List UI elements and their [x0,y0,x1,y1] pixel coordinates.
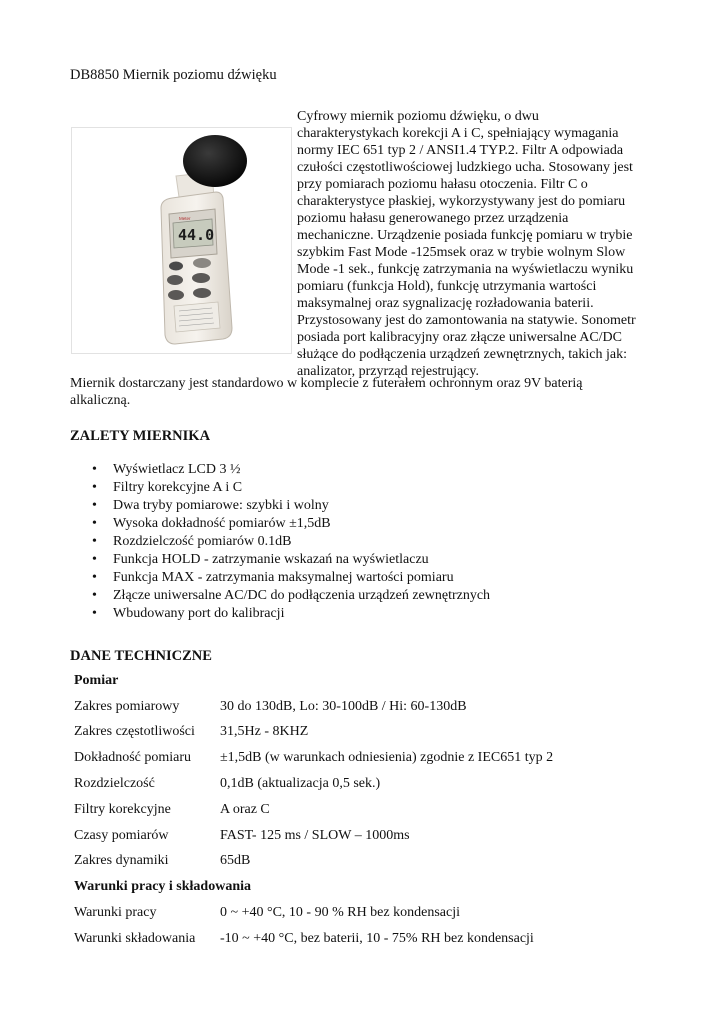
table-group-row [70,668,557,694]
spec-value: 30 do 130dB, Lo: 30-100dB / Hi: 60-130dB [220,698,467,714]
list-item [70,551,490,569]
bullet-icon: • [92,588,97,603]
spec-label: Warunki pracy [74,905,157,921]
list-item [70,515,490,533]
document-title: DB8850 Miernik poziomu dźwięku [70,67,277,83]
package-note [70,375,670,409]
list-item [70,461,490,479]
description-line: charakterystyce płaskiej, wykorzystywany jest do pomiaru [297,194,626,209]
description-line: czułości częstotliwościowej ludzkiego ucha. Stosowany jest [297,160,633,175]
description-line: Cyfrowy miernik poziomu dźwięku, o dwu [297,109,539,124]
range-button-icon [168,290,184,300]
table-group-row [70,874,557,900]
package-note-line: Miernik dostarczany jest standardowo w komplecie z futerałem ochronnym oraz 9V baterią [70,376,583,391]
spec-label: Dokładność pomiaru [74,750,192,766]
table-row [70,926,557,952]
list-item [70,497,490,515]
spec-label: Warunki składowania [74,930,196,946]
list-item [70,479,490,497]
description-line: maksymalnej oraz sygnalizację rozładowania baterii. [297,296,594,311]
table-row [70,797,557,823]
description-line: analizator, przyrząd rejestrujący. [297,364,479,379]
description-line: normy IEC 651 typ 2 / ANSI1.4 TYP.2. Filtr A odpowiada [297,143,624,158]
bullet-icon: • [92,498,97,513]
description-line: szybkim Fast Mode -125msek oraz w trybie wolnym Slow [297,245,626,260]
spec-label: Zakres dynamiki [74,853,169,869]
table-row [70,694,557,720]
spec-value: 65dB [220,853,251,869]
list-item [70,533,490,551]
description-line: posiada port kalibracyjny oraz złącze uniwersalne AC/DC [297,330,622,345]
table-row [70,745,557,771]
list-item-text: Wyświetlacz LCD 3 ½ [113,462,241,477]
spec-label: Zakres pomiarowy [74,698,180,714]
table-row [70,720,557,746]
list-item [70,605,490,623]
description-line: służące do podłączenia urządzeń zewnętrznych, takich jak: [297,347,627,362]
bullet-icon: • [92,570,97,585]
list-item [70,569,490,587]
spec-value: 0,1dB (aktualizacja 0,5 sek.) [220,776,381,792]
spec-label: Czasy pomiarów [74,827,169,843]
description-line: poziomu hałasu generowanego przez urządzenia [297,211,569,226]
bullet-icon: • [92,480,97,495]
spec-value: ±1,5dB (w warunkach odniesienia) zgodnie z IEC651 typ 2 [220,750,554,766]
product-description [297,108,667,380]
list-item-text: Rozdzielczość pomiarów 0.1dB [113,534,292,549]
conditions-heading: Warunki pracy i składowania [74,879,251,895]
list-item-text: Wbudowany port do kalibracji [113,606,285,621]
advantages-heading: ZALETY MIERNIKA [70,428,211,444]
bullet-icon: • [92,462,97,477]
description-line: mechaniczne. Urządzenie posiada funkcję pomiaru w trybie [297,228,633,243]
bullet-icon: • [92,606,97,621]
power-button-icon [169,262,183,271]
microphone-windscreen [183,135,247,187]
description-line: charakterystykach korekcji A i C, spełniający wymagania [297,126,619,141]
brand-label: Meter [179,216,191,221]
technical-heading: DANE TECHNICZNE [70,648,212,664]
max-button-icon [192,273,210,283]
product-photo [71,127,292,354]
hold-button-icon [167,275,183,285]
package-note-line: alkaliczną. [70,393,131,408]
table-row [70,771,557,797]
mode-button-icon [193,258,211,268]
spec-value: -10 ~ +40 °C, bez baterii, 10 - 75% RH bez kondensacji [220,930,534,946]
list-item-text: Funkcja HOLD - zatrzymanie wskazań na wyświetlaczu [113,552,429,567]
spec-label: Filtry korekcyjne [74,801,171,817]
spec-value: 0 ~ +40 °C, 10 - 90 % RH bez kondensacji [220,905,460,921]
list-item-text: Dwa tryby pomiarowe: szybki i wolny [113,498,329,513]
lcd-reading: 44.0 [178,226,215,244]
spec-label: Rozdzielczość [74,776,155,792]
table-row [70,900,557,926]
advantages-list [70,461,490,623]
description-line: Przystosowany jest do zamontowania na statywie. Sonometr [297,313,636,328]
spec-value: FAST- 125 ms / SLOW – 1000ms [220,827,410,843]
spec-table [70,668,557,952]
spec-label: Zakres częstotliwości [74,724,195,740]
list-item-text: Filtry korekcyjne A i C [113,480,243,495]
table-row [70,849,557,875]
list-item [70,587,490,605]
list-item-text: Złącze uniwersalne AC/DC do podłączenia urządzeń zewnętrznych [113,588,491,603]
description-line: pomiaru (funkcja Hold), funkcję utrzymania wartości [297,279,597,294]
description-line: przy pomiarach poziomu hałasu otoczenia. Filtr C o [297,177,588,192]
spec-value: A oraz C [220,801,270,817]
filter-button-icon [193,288,211,298]
bullet-icon: • [92,516,97,531]
table-row [70,823,557,849]
sound-level-meter-illustration [72,128,291,353]
description-line: Mode -1 sek., funkcję zatrzymania na wyświetlaczu wyniku [297,262,634,277]
list-item-text: Funkcja MAX - zatrzymania maksymalnej wartości pomiaru [113,570,454,585]
list-item-text: Wysoka dokładność pomiarów ±1,5dB [113,516,331,531]
bullet-icon: • [92,534,97,549]
spec-value: 31,5Hz - 8KHZ [220,724,309,740]
bullet-icon: • [92,552,97,567]
measurement-heading: Pomiar [74,672,119,688]
